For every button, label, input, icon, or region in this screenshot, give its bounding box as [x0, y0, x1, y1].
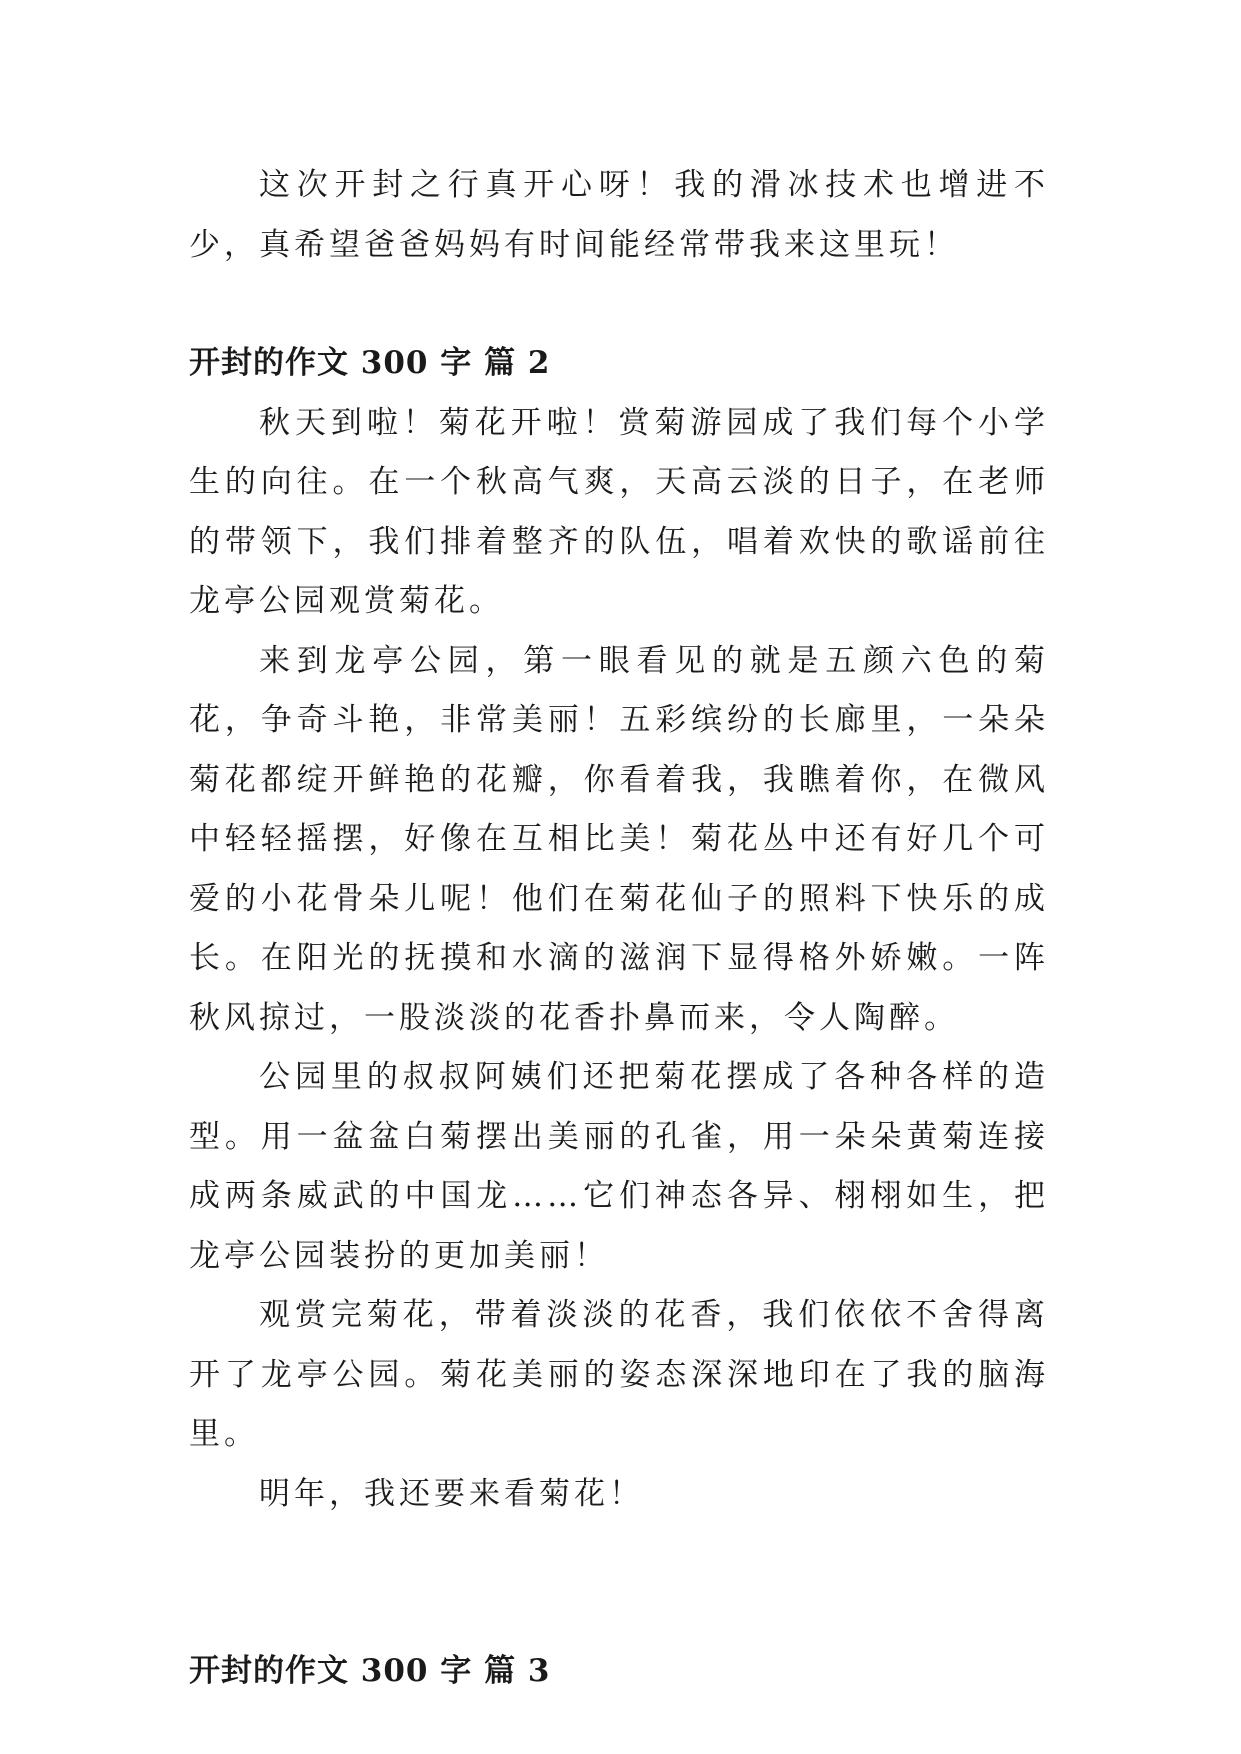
- document-body: [189, 156, 1049, 1702]
- section-2-paragraph-5: 明年，我还要来看菊花！: [259, 1475, 644, 1512]
- section-2-title: 开封的作文 300 字 篇 2: [189, 345, 551, 381]
- section-2-paragraph-4: 观赏完菊花，带着淡淡的花香，我们依依不舍得离开了龙亭公园。菊花美丽的姿态深深地印在了我的脑海里。: [189, 1297, 1049, 1452]
- section-2-paragraph-2: 来到龙亭公园，第一眼看见的就是五颜六色的菊花，争奇斗艳，非常美丽！五彩缤纷的长廊里，一朵朵菊花都绽开鲜艳的花瓣，你看着我，我瞧着你，在微风中轻轻摇摆，好像在互相比美！菊花丛中还有好几个可爱的小花骨朵儿呢！他们在菊花仙子的照料下快乐的成长。在阳光的抚摸和水滴的滋润下显得格外娇嫩。一阵秋风掠过，一股淡淡的花香扑鼻而来，令人陶醉。: [189, 642, 1049, 1036]
- section-2-paragraph-3: 公园里的叔叔阿姨们还把菊花摆成了各种各样的造型。用一盆盆白菊摆出美丽的孔雀，用一朵朵黄菊连接成两条威武的中国龙……它们神态各异、栩栩如生，把龙亭公园装扮的更加美丽！: [189, 1059, 1049, 1274]
- section-3-title: 开封的作文 300 字 篇 3: [189, 1653, 551, 1689]
- intro-paragraph: 这次开封之行真开心呀！我的滑冰技术也增进不少，真希望爸爸妈妈有时间能经常带我来这里玩！: [189, 167, 1049, 263]
- section-2-paragraph-1: 秋天到啦！菊花开啦！赏菊游园成了我们每个小学生的向往。在一个秋高气爽，天高云淡的日子，在老师的带领下，我们排着整齐的队伍，唱着欢快的歌谣前往龙亭公园观赏菊花。: [189, 404, 1049, 619]
